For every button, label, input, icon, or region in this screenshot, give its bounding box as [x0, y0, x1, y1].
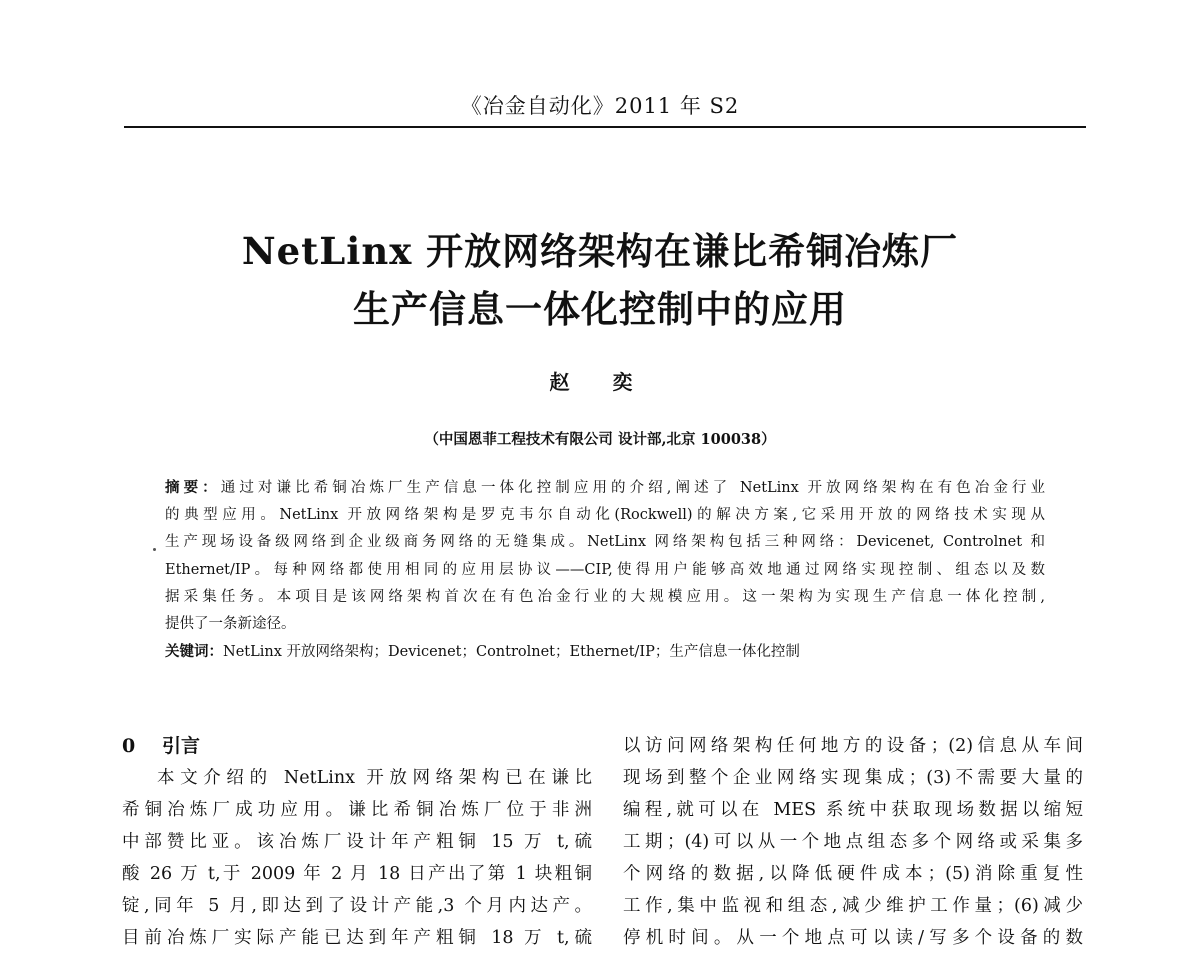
- affiliation: （中国恩菲工程技术有限公司 设计部,北京 100038）: [424, 431, 776, 448]
- abstract-line: 提供了一条新途径。: [165, 616, 296, 633]
- body-line: 编程,就可以在 MES 系统中获取现场数据以缩短: [623, 800, 1083, 820]
- body-line: 锭,同年 5 月,即达到了设计产能,3 个月内达产。: [122, 896, 592, 916]
- section-number: 0: [122, 735, 136, 757]
- keywords: [165, 638, 1045, 666]
- abstract-line: 生产现场设备级网络到企业级商务网络的无缝集成。NetLinx 网络架构包括三种网络：Devicenet, Controlnet 和: [165, 534, 1045, 551]
- abstract-line: 的典型应用。NetLinx 开放网络架构是罗克韦尔自动化(Rockwell)的解决方案,它采用开放的网络技术实现从: [165, 507, 1045, 524]
- body-line: 希铜冶炼厂成功应用。谦比希铜冶炼厂位于非洲: [122, 800, 592, 820]
- title-line-1: NetLinx 开放网络架构在谦比希铜冶炼厂: [241, 229, 959, 273]
- header-rule: [124, 126, 1086, 128]
- journal-header: 《冶金自动化》2011 年 S2: [460, 94, 740, 118]
- abstract-line: 摘要：通过对谦比希铜冶炼厂生产信息一体化控制应用的介绍,阐述了 NetLinx 开放网络架构在有色冶金行业: [165, 479, 1046, 496]
- body-line: 目前冶炼厂实际产能已达到年产粗铜 18 万 t,硫: [122, 928, 592, 948]
- body-line: 酸 26 万 t,于 2009 年 2 月 18 日产出了第 1 块粗铜: [122, 864, 592, 884]
- body-line: 个网络的数据,以降低硬件成本；(5)消除重复性: [623, 864, 1083, 884]
- abstract-line: Ethernet/IP。每种网络都使用相同的应用层协议——CIP,使得用户能够高效地通过网络实现控制、组态以及数: [165, 561, 1045, 578]
- scan-dot: [153, 548, 156, 551]
- section-title: 引言: [162, 735, 201, 757]
- section-heading: [122, 730, 592, 762]
- keywords-label: 关键词：: [165, 643, 223, 661]
- body-line: 工作,集中监视和组态,减少维护工作量；(6)减少: [623, 896, 1083, 916]
- body-line: 工期；(4)可以从一个地点组态多个网络或采集多: [623, 832, 1083, 852]
- body-line: 现场到整个企业网络实现集成；(3)不需要大量的: [623, 768, 1083, 788]
- author: 赵 奕: [549, 370, 651, 394]
- title-line-2: 生产信息一体化控制中的应用: [353, 287, 847, 331]
- body-line: 停机时间。从一个地点可以读/写多个设备的数: [623, 928, 1083, 948]
- abstract-line: 据采集任务。本项目是该网络架构首次在有色冶金行业的大规模应用。这一架构为实现生产信息一体化控制,: [165, 588, 1045, 605]
- body-line: 中部赞比亚。该冶炼厂设计年产粗铜 15 万 t,硫: [122, 832, 592, 852]
- abstract-label: 摘要：: [165, 479, 221, 496]
- abstract: [165, 474, 1045, 666]
- right-column: [623, 730, 1083, 954]
- left-column: [122, 730, 592, 954]
- body-line: 以访问网络架构任何地方的设备；(2)信息从车间: [623, 736, 1083, 756]
- body-line: 本文介绍的 NetLinx 开放网络架构已在谦比: [157, 768, 592, 788]
- keywords-text: NetLinx 开放网络架构；Devicenet；Controlnet；Ethernet/IP；生产信息一体化控制: [223, 644, 800, 661]
- paper-title: [0, 222, 1200, 338]
